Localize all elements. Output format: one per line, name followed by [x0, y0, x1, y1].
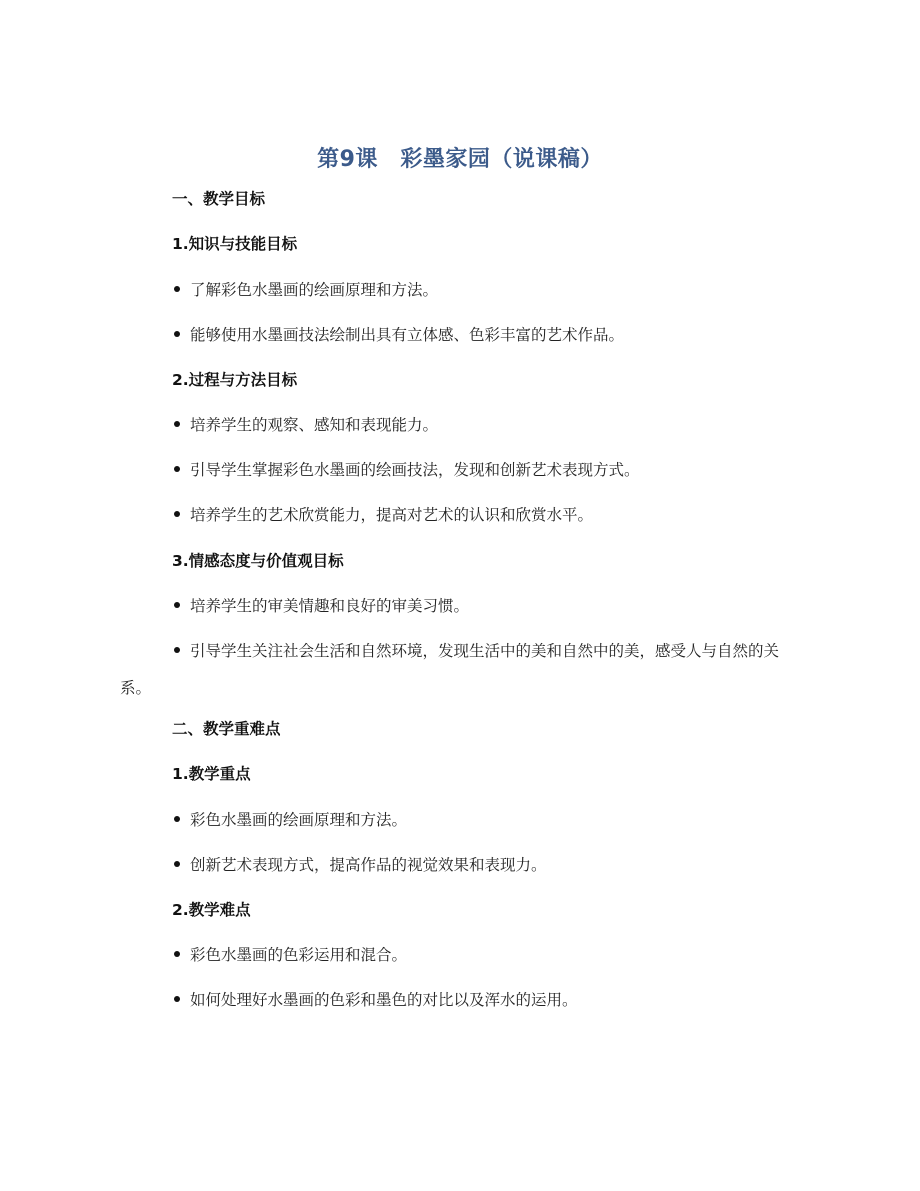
list-item [174, 944, 407, 966]
bullet-icon [174, 996, 180, 1002]
list-item [120, 633, 800, 707]
list-item-text: 彩色水墨画的绘画原理和方法。 [190, 811, 408, 829]
bullet-icon [174, 951, 180, 957]
list-item [174, 324, 624, 346]
list-item [174, 459, 640, 481]
bullet-icon [174, 647, 180, 653]
bullet-icon [174, 331, 180, 337]
subsection-heading: 1.教学重点 [172, 765, 251, 783]
list-item-text: 引导学生掌握彩色水墨画的绘画技法，发现和创新艺术表现方式。 [190, 461, 640, 479]
bullet-icon [174, 816, 180, 822]
list-item [174, 279, 438, 301]
list-item-text: 创新艺术表现方式，提高作品的视觉效果和表现力。 [190, 856, 547, 874]
bullet-icon [174, 602, 180, 608]
subsection-heading: 2.过程与方法目标 [172, 371, 298, 389]
list-item-text: 能够使用水墨画技法绘制出具有立体感、色彩丰富的艺术作品。 [190, 326, 625, 344]
list-item [174, 414, 438, 436]
subsection-heading: 2.教学难点 [172, 901, 251, 919]
bullet-icon [174, 861, 180, 867]
list-item-text: 如何处理好水墨画的色彩和墨色的对比以及浑水的运用。 [190, 991, 578, 1009]
list-item [174, 854, 547, 876]
subsection-heading: 1.知识与技能目标 [172, 235, 298, 253]
bullet-icon [174, 286, 180, 292]
list-item [174, 504, 593, 526]
subsection-heading: 3.情感态度与价值观目标 [172, 552, 344, 570]
list-item-text: 培养学生的审美情趣和良好的审美习惯。 [190, 597, 470, 615]
page-title: 第9课 彩墨家园（说课稿） [317, 147, 603, 172]
list-item-text: 彩色水墨画的色彩运用和混合。 [190, 946, 408, 964]
list-item-text: 引导学生关注社会生活和自然环境，发现生活中的美和自然中的美，感受人与自然的关系。 [120, 642, 780, 697]
bullet-icon [174, 511, 180, 517]
list-item [174, 989, 578, 1011]
section-heading: 二、教学重难点 [172, 720, 281, 738]
list-item [174, 595, 469, 617]
list-item [174, 809, 407, 831]
bullet-icon [174, 421, 180, 427]
list-item-text: 培养学生的艺术欣赏能力，提高对艺术的认识和欣赏水平。 [190, 506, 594, 524]
list-item-text: 培养学生的观察、感知和表现能力。 [190, 416, 439, 434]
section-heading: 一、教学目标 [172, 190, 266, 208]
bullet-icon [174, 466, 180, 472]
list-item-text: 了解彩色水墨画的绘画原理和方法。 [190, 281, 439, 299]
